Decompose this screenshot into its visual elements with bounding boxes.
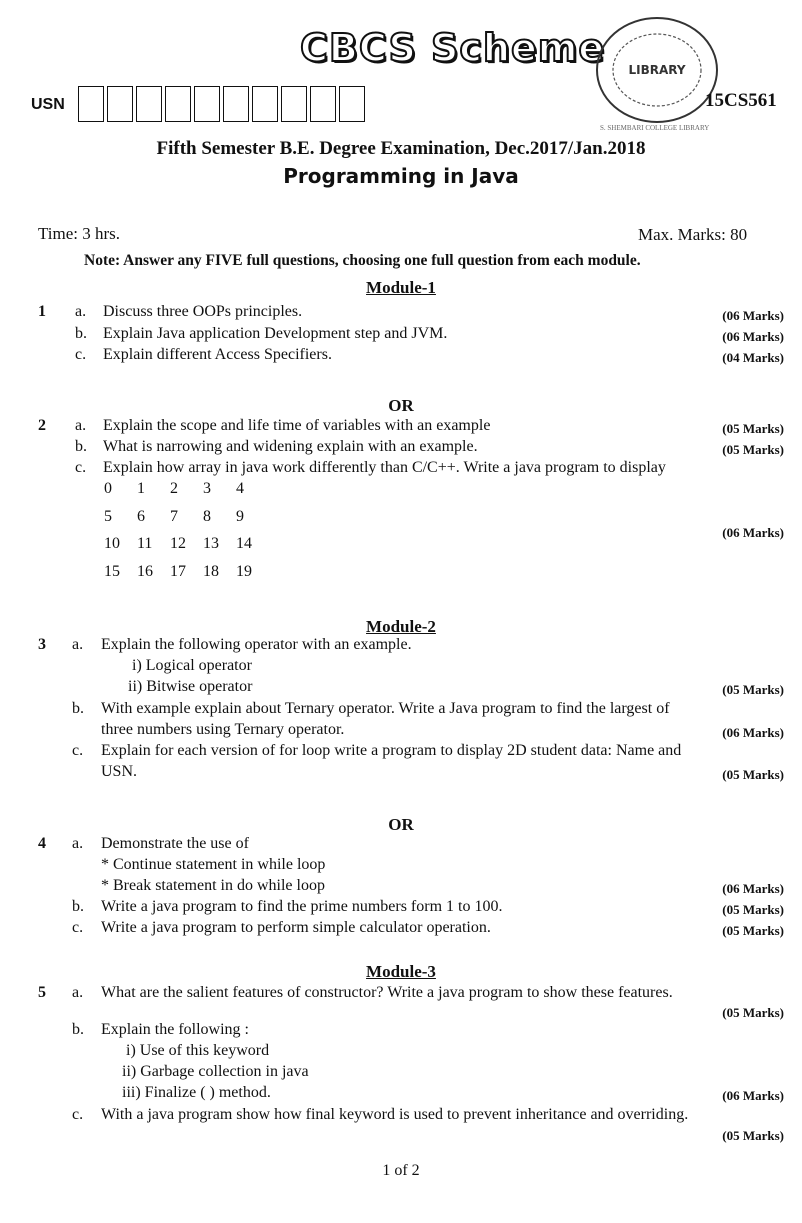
sub-item: * Break statement in do while loop (101, 877, 325, 894)
usn-box[interactable] (78, 86, 104, 122)
grid-cell: 10 (104, 535, 120, 552)
sub-item: ii) Garbage collection in java (122, 1063, 309, 1080)
question-text: Demonstrate the use of (101, 835, 249, 852)
marks-label: (06 Marks) (722, 525, 784, 540)
part-letter: a. (75, 417, 87, 434)
question-text: What is narrowing and widening explain with an example. (103, 438, 478, 455)
grid-cell: 17 (170, 562, 186, 580)
part-letter: a. (72, 636, 84, 653)
question-number: 3 (38, 636, 46, 653)
exam-time: Time: 3 hrs. (38, 224, 121, 243)
grid-cell: 15 (104, 562, 120, 580)
grid-cell: 1 (137, 480, 145, 497)
question-text: Write a java program to find the prime numbers form 1 to 100. (101, 898, 503, 915)
part-letter: b. (72, 898, 84, 915)
usn-box[interactable] (165, 86, 191, 122)
marks-label: (05 Marks) (722, 1005, 784, 1020)
grid-row (104, 508, 269, 536)
question-text: Explain the scope and life time of variables with an example (103, 417, 491, 434)
question-text: Explain the following operator with an example. (101, 636, 412, 653)
question-text: Explain the following : (101, 1021, 249, 1038)
module-heading: Module-3 (366, 962, 436, 981)
marks-label: (06 Marks) (722, 881, 784, 896)
sub-item: * Continue statement in while loop (101, 856, 326, 873)
marks-label: (04 Marks) (722, 350, 784, 365)
sub-item: ii) Bitwise operator (128, 678, 253, 695)
grid-cell: 13 (203, 535, 219, 552)
grid-cell: 16 (137, 562, 153, 580)
grid-cell: 0 (104, 480, 112, 497)
grid-cell: 6 (137, 507, 145, 525)
max-marks: Max. Marks: 80 (638, 225, 748, 244)
part-letter: c. (75, 459, 87, 476)
marks-label: (06 Marks) (722, 725, 784, 740)
part-letter: a. (75, 303, 87, 320)
grid-cell: 5 (104, 507, 112, 525)
part-letter: b. (75, 438, 87, 455)
stamp-text: S. SHEMBARI COLLEGE LIBRARY (600, 124, 710, 132)
question-text: With a java program show how final keyword is used to prevent inheritance and overriding. (101, 1106, 689, 1123)
marks-label: (05 Marks) (722, 442, 784, 457)
marks-label: (05 Marks) (722, 923, 784, 938)
question-text: What are the salient features of constructor? Write a java program to show these features. (101, 984, 673, 1001)
part-letter: b. (72, 700, 84, 717)
grid-cell: 7 (170, 507, 178, 525)
question-text: Explain how array in java work differently than C/C++. Write a java program to display (103, 459, 666, 476)
or-label: OR (388, 396, 414, 415)
sub-item: i) Logical operator (132, 657, 252, 674)
usn-box[interactable] (281, 86, 307, 122)
part-letter: c. (72, 742, 84, 759)
marks-label: (06 Marks) (722, 1088, 784, 1103)
usn-box[interactable] (223, 86, 249, 122)
grid-cell: 12 (170, 535, 186, 552)
sub-item: i) Use of this keyword (126, 1042, 270, 1059)
question-text: USN. (101, 763, 138, 780)
part-letter: b. (75, 325, 87, 342)
module-heading: Module-1 (366, 278, 436, 297)
number-grid (104, 480, 269, 590)
marks-label: (05 Marks) (722, 902, 784, 917)
question-number: 5 (38, 984, 46, 1001)
grid-cell: 9 (236, 507, 244, 525)
question-text: With example explain about Ternary operator. Write a Java program to find the largest of (101, 700, 670, 717)
usn-box[interactable] (107, 86, 133, 122)
question-number: 4 (38, 835, 46, 852)
part-letter: c. (75, 346, 87, 363)
exam-title: Fifth Semester B.E. Degree Examination, Dec.2017/Jan.2018 (156, 138, 646, 159)
usn-box[interactable] (339, 86, 365, 122)
sub-item: iii) Finalize ( ) method. (122, 1084, 271, 1101)
part-letter: c. (72, 1106, 84, 1123)
question-text: three numbers using Ternary operator. (101, 721, 345, 738)
grid-cell: 3 (203, 480, 211, 497)
question-number: 1 (38, 303, 46, 320)
grid-row (104, 480, 269, 508)
marks-label: (05 Marks) (722, 421, 784, 436)
usn-box[interactable] (136, 86, 162, 122)
svg-text:LIBRARY: LIBRARY (628, 63, 686, 77)
scheme-banner: CBCS Scheme (300, 26, 606, 70)
grid-cell: 14 (236, 535, 252, 552)
grid-cell: 19 (236, 562, 252, 580)
part-letter: a. (72, 984, 84, 1001)
question-text: Discuss three OOPs principles. (103, 303, 303, 320)
usn-label: USN (31, 96, 65, 113)
grid-cell: 18 (203, 562, 219, 580)
grid-cell: 4 (236, 480, 244, 497)
part-letter: b. (72, 1021, 84, 1038)
usn-box[interactable] (310, 86, 336, 122)
usn-box[interactable] (252, 86, 278, 122)
library-stamp (592, 10, 722, 130)
grid-cell: 11 (137, 535, 153, 552)
page-number: 1 of 2 (382, 1162, 420, 1179)
marks-label: (06 Marks) (722, 308, 784, 323)
question-number: 2 (38, 417, 46, 434)
part-letter: c. (72, 919, 84, 936)
module-heading: Module-2 (366, 617, 436, 636)
grid-row (104, 563, 269, 591)
usn-box[interactable] (194, 86, 220, 122)
course-code: 15CS561 (705, 90, 777, 111)
part-letter: a. (72, 835, 84, 852)
marks-label: (06 Marks) (722, 329, 784, 344)
instruction-note: Note: Answer any FIVE full questions, choosing one full question from each module. (84, 252, 641, 269)
marks-label: (05 Marks) (722, 767, 784, 782)
or-label: OR (388, 815, 414, 834)
grid-cell: 2 (170, 480, 178, 497)
marks-label: (05 Marks) (722, 682, 784, 697)
question-text: Explain for each version of for loop write a program to display 2D student data: Name and (101, 742, 682, 759)
question-text: Explain Java application Development step and JVM. (103, 325, 448, 342)
question-text: Explain different Access Specifiers. (103, 346, 332, 363)
subject-title: Programming in Java (283, 164, 519, 188)
grid-cell: 8 (203, 507, 211, 525)
question-text: Write a java program to perform simple calculator operation. (101, 919, 491, 936)
marks-label: (05 Marks) (722, 1128, 784, 1143)
grid-row (104, 535, 269, 563)
